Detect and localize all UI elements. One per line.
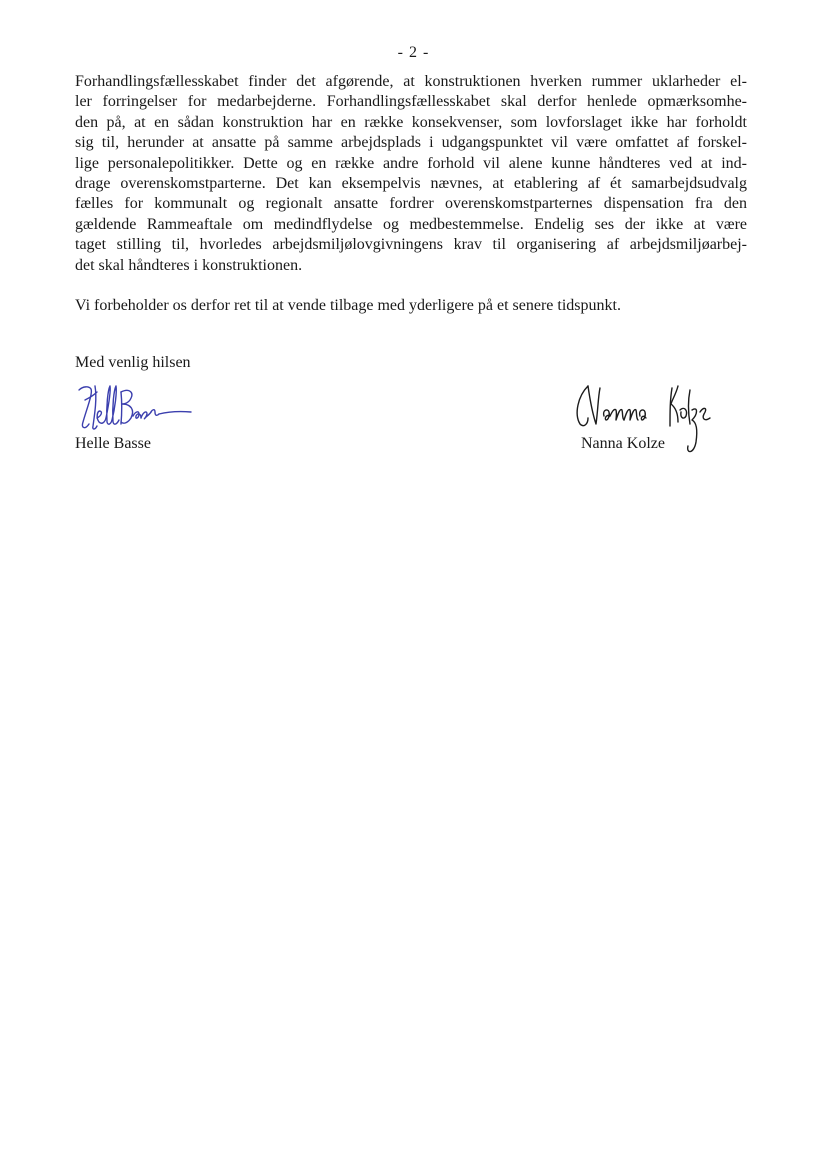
signature-block-helle-basse <box>75 378 195 452</box>
paragraph-line: gældende Rammeaftale om medindflydelse og medbestemmelse. Endelig ses der ikke at være <box>75 215 747 233</box>
body-paragraph-2: Vi forbeholder os derfor ret til at vende tilbage med yderligere på et senere tidspunkt. <box>75 297 621 314</box>
paragraph-line: den på, at en sådan konstruktion har en række konsekvenser, som lovforslaget ikke har forholdt <box>75 113 747 131</box>
paragraph-line: Forhandlingsfællesskabet finder det afgørende, at konstruktionen hverken rummer uklarheder el- <box>75 73 747 90</box>
signatory-name: Helle Basse <box>75 435 151 452</box>
closing-salutation: Med venlig hilsen <box>75 354 191 371</box>
paragraph-line: sig til, herunder at ansatte på samme arbejdsplads i udgangspunktet vil være omfattet af forskel- <box>75 134 747 152</box>
paragraph-line: taget stilling til, hvorledes arbejdsmiljølovgivningens krav til organisering af arbejdsmiljøarbej- <box>75 236 747 254</box>
paragraph-line: drage overenskomstparterne. Det kan eksempelvis nævnes, at etablering af ét samarbejdsudvalg <box>75 175 747 193</box>
signatory-name: Nanna Kolze <box>581 435 665 452</box>
paragraph-line: lige personalepolitikker. Dette og en række andre forhold vil alene kunne håndteres ved at ind- <box>75 154 747 172</box>
paragraph-line: ler forringelser for medarbejderne. Forhandlingsfællesskabet skal derfor henlede opmærksomhe- <box>75 93 747 111</box>
paragraph-line: fælles for kommunalt og regionalt ansatte fordrer overenskomstparternes dispensation fra den <box>75 195 747 213</box>
body-paragraph-1 <box>75 72 747 276</box>
paragraph-line: det skal håndteres i konstruktionen. <box>75 256 303 274</box>
page-number: - 2 - <box>397 44 430 61</box>
signature-helle-basse <box>75 378 195 436</box>
